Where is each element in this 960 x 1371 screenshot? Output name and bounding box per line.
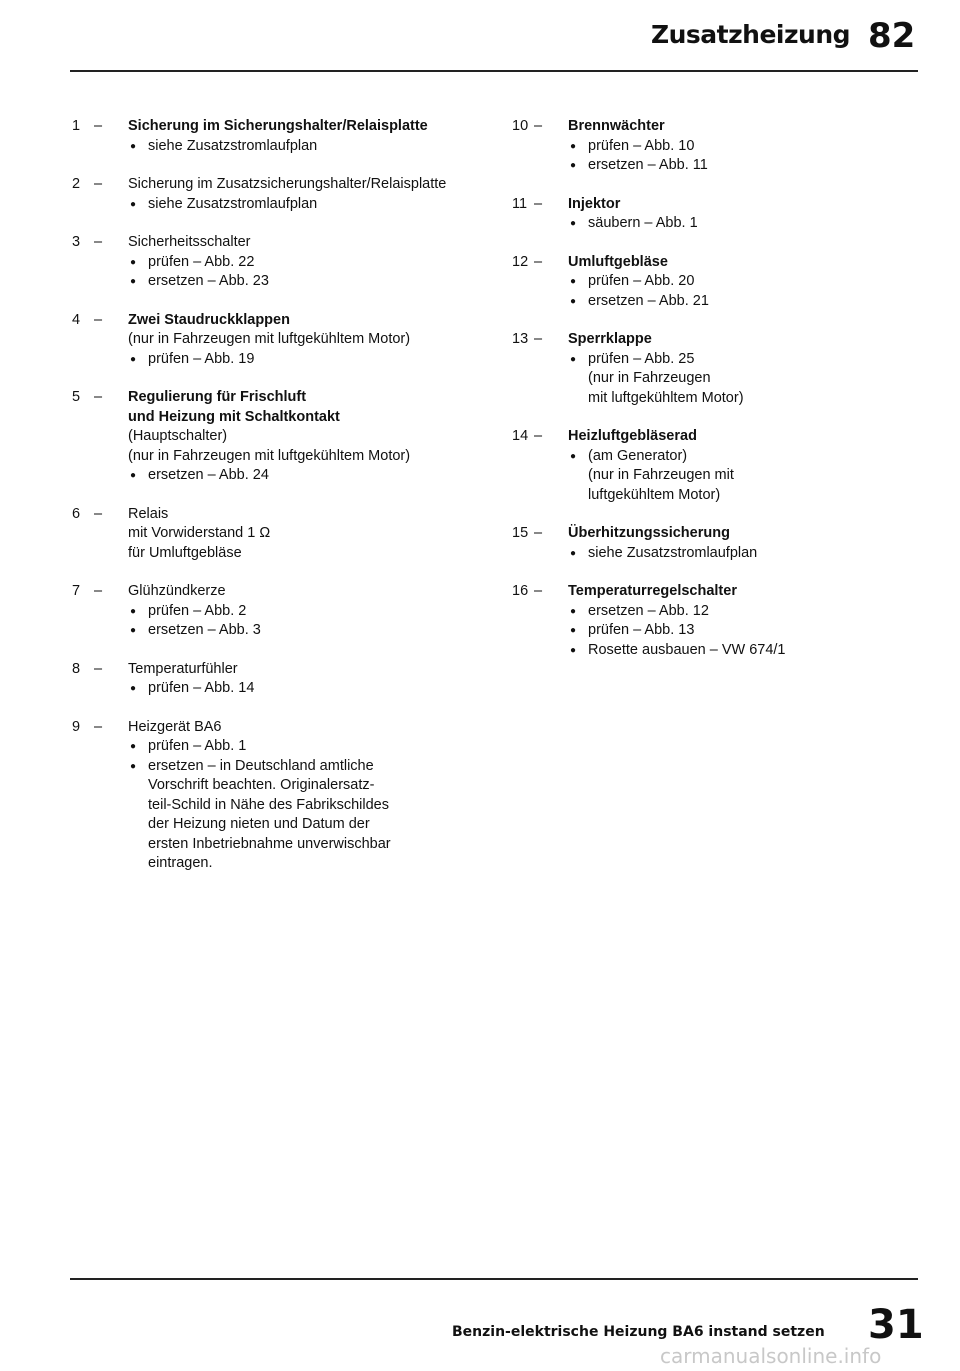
- left-column: [72, 117, 502, 874]
- bullet-text: ● (am Generator): [588, 447, 688, 464]
- bullet-point: [128, 253, 502, 273]
- item-description: (nur in Fahrzeugen mit luftgekühltem Motor): [128, 447, 411, 464]
- bullet-point: [568, 544, 932, 564]
- item-number: 1: [72, 118, 81, 134]
- bullet-text: Vorschrift beachten. Originalersatz-: [148, 777, 375, 793]
- bullet-text: ersten Inbetriebnahme unverwischbar: [148, 835, 391, 852]
- list-item: [72, 311, 502, 370]
- bullet-text: eintragen.: [148, 855, 213, 871]
- item-title: Injektor: [568, 195, 621, 212]
- bullet-point: [128, 350, 502, 370]
- item-title: Sperrklappe: [568, 331, 652, 347]
- bullet-text: luftgekühltem Motor): [588, 486, 721, 503]
- bullet-text: ● prüfen – Abb. 19: [148, 350, 255, 367]
- bullet-text: (nur in Fahrzeugen: [588, 370, 711, 386]
- item-number: 15: [512, 525, 529, 541]
- bullet-text: mit luftgekühltem Motor): [588, 389, 744, 406]
- right-column: [512, 117, 932, 660]
- bullet-text: ● säubern – Abb. 1: [588, 215, 698, 231]
- item-title: Relais: [128, 505, 169, 522]
- list-item: [512, 117, 932, 176]
- bullet-point: [128, 621, 502, 641]
- bullet-point: [128, 679, 502, 699]
- bullet-text: ● ersetzen – Abb. 12: [588, 602, 709, 619]
- bullet-text: ● ersetzen – Abb. 23: [148, 273, 269, 289]
- item-dash: –: [94, 234, 103, 250]
- bullet-text: der Heizung nieten und Datum der: [148, 816, 370, 832]
- bullet-point: [568, 137, 932, 157]
- bullet-text: ● ersetzen – in Deutschland amtliche: [148, 757, 374, 774]
- item-dash: –: [94, 505, 103, 522]
- bullet-point: [128, 466, 502, 486]
- list-item: [72, 117, 502, 156]
- list-item: [512, 195, 932, 234]
- bullet-point: [568, 621, 932, 641]
- item-description: und Heizung mit Schaltkontakt: [128, 408, 340, 425]
- list-item: [72, 175, 502, 214]
- bullet-point: [568, 447, 932, 506]
- item-number: 9: [72, 718, 81, 735]
- item-title: Temperaturregelschalter: [568, 583, 737, 599]
- item-dash: –: [94, 118, 103, 134]
- footer-text: Benzin-elektrische Heizung BA6 instand setzen: [452, 1324, 825, 1340]
- bullet-point: [128, 602, 502, 622]
- bullet-text: ● siehe Zusatzstromlaufplan: [148, 195, 318, 212]
- item-title: Heizgerät BA6: [128, 718, 222, 735]
- footer-page-number: 31: [868, 1302, 924, 1348]
- bullet-text: ● prüfen – Abb. 20: [588, 273, 695, 289]
- item-number: 2: [72, 176, 81, 192]
- list-item: [72, 388, 502, 486]
- item-description: für Umluftgebläse: [128, 544, 242, 561]
- item-title: Sicherheitsschalter: [128, 234, 251, 250]
- bullet-text: ● prüfen – Abb. 1: [148, 738, 247, 754]
- item-number: 14: [512, 428, 529, 444]
- item-number: 8: [72, 660, 81, 677]
- bullet-point: [128, 195, 502, 215]
- bullet-point: [568, 272, 932, 292]
- bullet-point: [568, 350, 932, 409]
- item-description: mit Vorwiderstand 1 Ω: [128, 525, 271, 541]
- list-item: [72, 505, 502, 564]
- watermark: carmanualsonline.info: [660, 1344, 882, 1368]
- item-title: Überhitzungssicherung: [568, 525, 730, 541]
- bullet-point: [568, 641, 932, 661]
- item-dash: –: [94, 176, 103, 192]
- list-item: [72, 582, 502, 641]
- item-dash: –: [534, 253, 543, 270]
- item-number: 13: [512, 331, 529, 347]
- bullet-text: ● prüfen – Abb. 22: [148, 253, 255, 270]
- header-page-number: 82: [868, 16, 916, 56]
- bullet-point: [568, 214, 932, 234]
- item-dash: –: [534, 331, 543, 347]
- list-item: [72, 718, 502, 874]
- item-description: (Hauptschalter): [128, 428, 228, 444]
- item-number: 7: [72, 583, 81, 599]
- bullet-text: ● prüfen – Abb. 25: [588, 350, 695, 367]
- list-item: [72, 233, 502, 292]
- list-item: [512, 427, 932, 505]
- bullet-text: ● ersetzen – Abb. 21: [588, 292, 709, 309]
- item-title: Umluftgebläse: [568, 253, 668, 270]
- bullet-point: [128, 137, 502, 157]
- header-title: Zusatzheizung: [651, 20, 851, 49]
- item-description: (nur in Fahrzeugen mit luftgekühltem Motor): [128, 331, 411, 347]
- item-title: Glühzündkerze: [128, 583, 226, 599]
- item-title: Regulierung für Frischluft: [128, 389, 307, 405]
- list-item: [512, 524, 932, 563]
- item-number: 10: [512, 118, 529, 134]
- bullet-text: ● ersetzen – Abb. 11: [588, 157, 708, 173]
- bullet-text: teil-Schild in Nähe des Fabrikschildes: [148, 796, 389, 813]
- item-number: 11: [512, 195, 528, 212]
- item-dash: –: [94, 660, 103, 677]
- item-dash: –: [94, 389, 103, 405]
- item-dash: –: [94, 583, 103, 599]
- item-dash: –: [534, 195, 543, 212]
- item-number: 12: [512, 253, 529, 270]
- bullet-point: [568, 602, 932, 622]
- bullet-text: ● ersetzen – Abb. 3: [148, 622, 261, 638]
- bullet-text: (nur in Fahrzeugen mit: [588, 467, 734, 483]
- bullet-point: [128, 757, 502, 874]
- bullet-text: ● siehe Zusatzstromlaufplan: [148, 137, 318, 154]
- item-number: 3: [72, 234, 81, 250]
- bullet-text: ● siehe Zusatzstromlaufplan: [588, 544, 758, 561]
- bottom-rule: [70, 1278, 918, 1280]
- bullet-text: ● prüfen – Abb. 13: [588, 622, 695, 638]
- list-item: [512, 330, 932, 408]
- item-title: Sicherung im Zusatzsicherungshalter/Relaisplatte: [128, 176, 447, 192]
- item-title: Heizluftgebläserad: [568, 428, 697, 444]
- bullet-text: ● prüfen – Abb. 14: [148, 680, 255, 696]
- item-title: Zwei Staudruckklappen: [128, 311, 290, 328]
- bullet-point: [568, 156, 932, 176]
- item-dash: –: [94, 718, 103, 735]
- list-item: [72, 660, 502, 699]
- top-rule: [70, 70, 918, 72]
- item-title: Sicherung im Sicherungshalter/Relaisplatte: [128, 118, 428, 134]
- item-dash: –: [534, 583, 543, 599]
- item-number: 16: [512, 583, 529, 599]
- item-number: 6: [72, 505, 81, 522]
- bullet-text: ● ersetzen – Abb. 24: [148, 467, 269, 483]
- item-dash: –: [534, 118, 543, 134]
- item-number: 5: [72, 389, 81, 405]
- item-dash: –: [534, 428, 543, 444]
- list-item: [512, 582, 932, 660]
- item-title: Brennwächter: [568, 118, 665, 134]
- bullet-text: ● prüfen – Abb. 10: [588, 137, 695, 154]
- bullet-point: [568, 292, 932, 312]
- item-number: 4: [72, 311, 81, 328]
- bullet-point: [128, 737, 502, 757]
- bullet-point: [128, 272, 502, 292]
- item-dash: –: [94, 311, 103, 328]
- bullet-text: ● Rosette ausbauen – VW 674/1: [588, 641, 786, 658]
- item-title: Temperaturfühler: [128, 660, 238, 677]
- bullet-text: ● prüfen – Abb. 2: [148, 602, 247, 619]
- list-item: [512, 253, 932, 312]
- item-dash: –: [534, 525, 543, 541]
